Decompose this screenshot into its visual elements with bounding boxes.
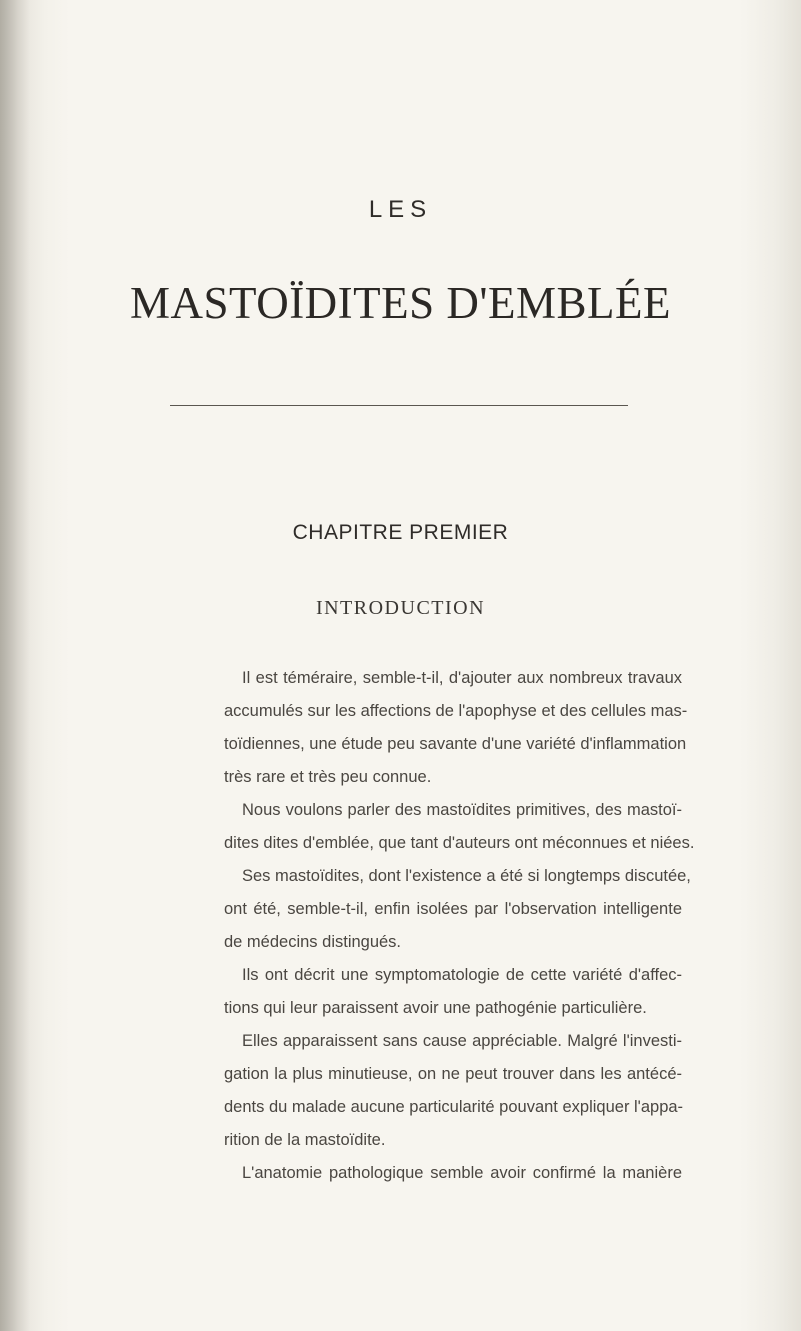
text-line: accumulés sur les affections de l'apophyse et des cellules mas- [224,702,688,720]
title-kicker: LES [368,196,433,223]
text-line: dites dites d'emblée, que tant d'auteurs ont méconnues et niées. [224,834,695,852]
page-title: MASTOÏDITES D'EMBLÉE [129,278,671,328]
text-line: Elles apparaissent sans cause appréciable. Malgré l'investi- [242,1032,682,1050]
text-line: ont été, semble-t-il, enfin isolées par l'observation intelligente [224,900,682,918]
text-line: très rare et très peu connue. [224,768,432,786]
text-line: L'anatomie pathologique semble avoir confirmé la manière [242,1164,682,1182]
body-text [224,662,695,1190]
text-line: de médecins distingués. [224,933,402,951]
text-line: Ils ont décrit une symptomatologie de cette variété d'affec- [242,966,682,984]
title-rule [170,405,628,406]
text-line: toïdiennes, une étude peu savante d'une variété d'inflammation [224,735,687,753]
text-line: Nous voulons parler des mastoïdites primitives, des mastoï- [242,801,682,819]
text-line: rition de la mastoïdite. [224,1131,386,1149]
text-line: dents du malade aucune particularité pouvant expliquer l'appa- [224,1098,684,1116]
text-line: Il est téméraire, semble-t-il, d'ajouter aux nombreux travaux [242,669,682,687]
text-line: tions qui leur paraissent avoir une pathogénie particulière. [224,999,647,1017]
chapter-heading: CHAPITRE PREMIER [292,521,509,544]
text-line: gation la plus minutieuse, on ne peut trouver dans les antécé- [224,1065,682,1083]
text-line: Ses mastoïdites, dont l'existence a été si longtemps discutée, [242,867,691,885]
section-heading: INTRODUCTION [315,597,486,619]
